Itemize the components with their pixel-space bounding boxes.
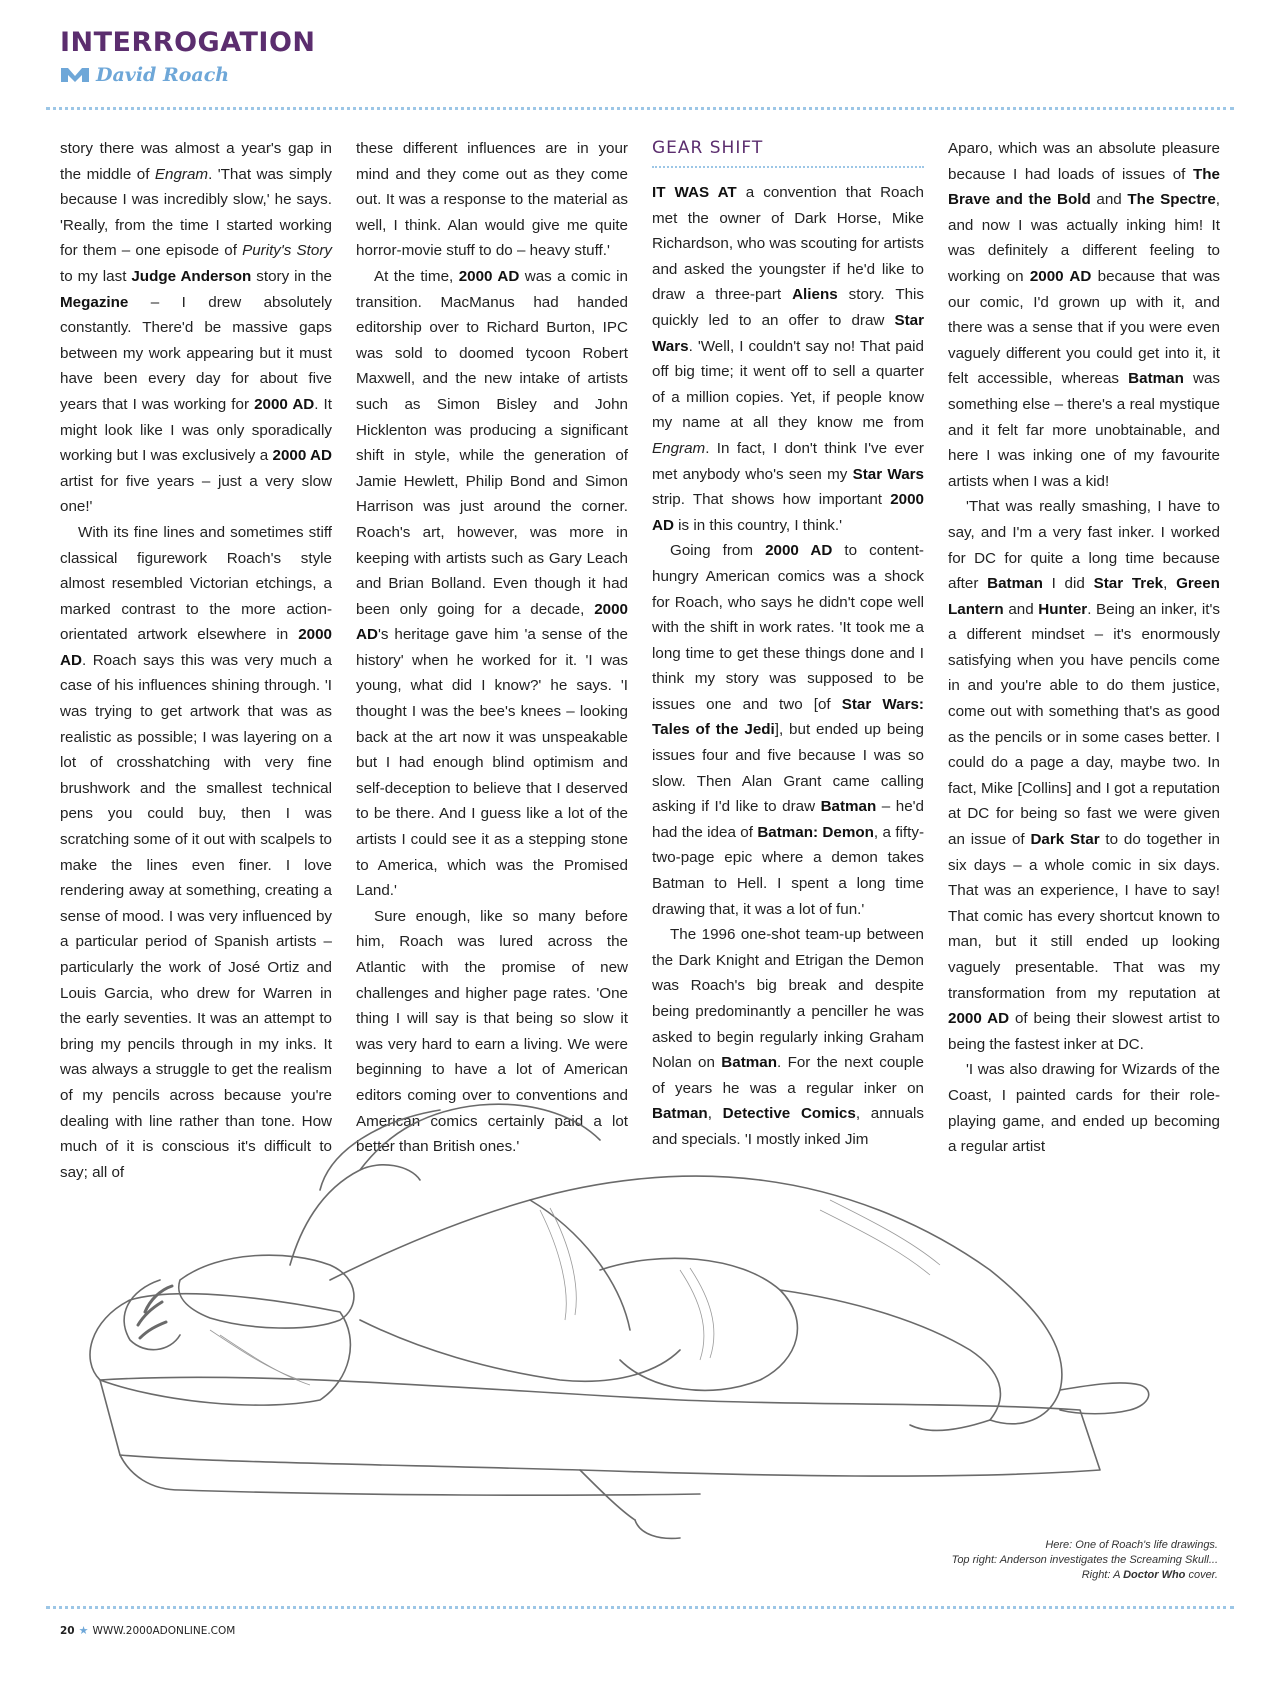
page-number: 20: [60, 1624, 75, 1637]
section-title: INTERROGATION: [60, 27, 316, 58]
caption-line: Here: One of Roach's life drawings.: [1045, 1539, 1218, 1551]
paragraph: Going from 2000 AD to content-hungry American comics was a shock for Roach, who says he didn't cope well with the shift in work rates. 'It took me a long time to get these things done and I think my story was supposed to be issues one and two [of Star Wars: Tales of the Jedi], but ended up being issues four and five because I was so slow. Then Alan Grant came calling asking if I'd like to draw Batman – he'd had the idea of Batman: Demon, a fifty-two-page epic where a demon takes Batman to Hell. I spent a long time drawing that, it was a lot of fun.': [652, 542, 925, 918]
column-2: [356, 136, 628, 1156]
caption-line: [952, 1568, 1218, 1583]
caption-title: Doctor Who: [1123, 1569, 1186, 1581]
caption-line: Top right: Anderson investigates the Screaming Skull...: [951, 1554, 1218, 1566]
subheading: GEAR SHIFT: [652, 138, 764, 158]
column-1: [60, 136, 332, 1181]
column-3: [652, 136, 925, 1148]
star-icon: ★: [78, 1624, 89, 1637]
2000ad-logo-icon: [60, 66, 90, 84]
paragraph: 'I was also drawing for Wizards of the Coast, I painted cards for their role-playing game, and ended up becoming a regular artist: [948, 1061, 1220, 1156]
column-4: [948, 136, 1221, 1156]
byline: [60, 64, 316, 86]
article-body: [60, 136, 1221, 1181]
paragraph: story there was almost a year's gap in the middle of Engram. 'That was simply because I was incredibly slow,' he says. 'Really, from the time I started working for them – one episode of Purity's Story to my last Judge Anderson story in the Megazine – I drew absolutely constantly. There'd be massive gaps between my work appearing but it must have been every day for about five years that I was working for 2000 AD. It might look like I was only sporadically working but I was exclusively a 2000 AD artist for five years – just a very slow one!': [60, 140, 332, 516]
top-divider: [46, 107, 1234, 110]
website-url[interactable]: WWW.2000ADONLINE.COM: [92, 1624, 236, 1637]
paragraph: IT WAS AT a convention that Roach met the owner of Dark Horse, Mike Richardson, who was scouting for artists and asked the youngster if he'd like to draw a three-part Aliens story. This quickly led to an offer to draw Star Wars. 'Well, I couldn't say no! That paid off big time; it went off to sell a quarter of a million copies. Yet, if people know my name at all they know me from Engram. In fact, I don't think I've ever met anybody who's seen my Star Wars strip. That shows how important 2000 AD is in this country, I think.': [652, 184, 925, 534]
paragraph: 'That was really smashing, I have to say, and I'm a very fast inker. I worked for DC for quite a long time because after Batman I did Star Trek, Green Lantern and Hunter. Being an inker, it's a different mindset – it's enormously satisfying when you have pencils come in and you're able to do them justice, come out with something that's as good as the pencils or in some cases better. I could do a page a day, maybe two. In fact, Mike [Collins] and I got a reputation at DC for being so fast we were given an issue of Dark Star to do together in six days – a whole comic in six days. That was an experience, I have to say! That comic has every shortcut known to man, but it still ended up looking vaguely presentable. That was my transformation from my reputation at 2000 AD of being their slowest artist to being the fastest inker at DC.: [948, 498, 1220, 1053]
life-drawing-illustration: [60, 1050, 1220, 1550]
bottom-divider: [46, 1606, 1234, 1609]
image-caption: [952, 1538, 1218, 1583]
page-header: [60, 26, 316, 86]
paragraph: At the time, 2000 AD was a comic in transition. MacManus had handed editorship over to Richard Burton, IPC was sold to doomed tycoon Robert Maxwell, and the new intake of artists such as Simon Bisley and John Hicklenton was producing a significant shift in style, while the generation of Jamie Hewlett, Philip Bond and Simon Harrison was just around the corner. Roach's art, however, was more in keeping with artists such as Gary Leach and Brian Bolland. Even though it had been only going for a decade, 2000 AD's heritage gave him 'a sense of the history' when he worked for it. 'I was young, what did I know?' he says. 'I thought I was the bee's knees – looking back at the art now it was unspeakable but I had enough blind optimism and self-deception to believe that I deserved to be there. And I guess like a lot of the artists I could see it as a stepping stone to America, which was the Promised Land.': [356, 267, 628, 900]
author-name: David Roach: [96, 64, 230, 86]
paragraph: Sure enough, like so many before him, Roach was lured across the Atlantic with the promise of new challenges and higher page rates. 'One thing I will say is that being so slow it was very hard to earn a living. We were beginning to have a lot of American editors coming over to conventions and American comics certainly paid a lot better than British ones.': [356, 907, 628, 1156]
paragraph: With its fine lines and sometimes stiff classical figurework Roach's style almost resembled Victorian etchings, a marked contrast to the more action-orientated artwork elsewhere in 2000 AD. Roach says this was very much a case of his influences shining through. 'I was trying to get artwork that was as realistic as possible; I was layering on a lot of crosshatching with very fine brushwork and the smallest technical pens you could buy, then I was scratching some of it out with scalpels to make the lines even finer. I love rendering away at something, creating a sense of mood. I was very influenced by a particular period of Spanish artists – particularly the work of José Ortiz and Louis Garcia, who drew for Warren in the early seventies. It was an attempt to bring my pencils through in my inks. It was always a struggle to get the realism of my pencils across because you're dealing with line rather than tone. How much of it is conscious it's difficult to say; all of: [60, 523, 332, 1181]
paragraph: The 1996 one-shot team-up between the Dark Knight and Etrigan the Demon was Roach's big break and despite being predominantly a penciller he was asked to begin regularly inking Graham Nolan on Batman. For the next couple of years he was a regular inker on Batman, Detective Comics, annuals and specials. 'I mostly inked Jim: [652, 926, 925, 1148]
caption-text: Right: A: [1081, 1569, 1124, 1581]
caption-text: cover.: [1185, 1569, 1218, 1581]
paragraph: Aparo, which was an absolute pleasure because I had loads of issues of The Brave and the Bold and The Spectre, and now I was actually inking him! It was definitely a different feeling to working on 2000 AD because that was our comic, I'd grown up with it, and there was a sense that if you were even vaguely different you could get into it, it felt accessible, whereas Batman was something else – there's a real mystique and it felt far more unobtainable, and here I was inking one of my favourite artists when I was a kid!: [948, 140, 1221, 490]
subheading-divider: [652, 166, 924, 168]
page-footer: [60, 1624, 235, 1637]
paragraph: these different influences are in your mind and they come out as they come out. It was a response to the material as well, I think. Alan would give me quite horror-movie stuff to do – heavy stuff.': [356, 140, 628, 260]
